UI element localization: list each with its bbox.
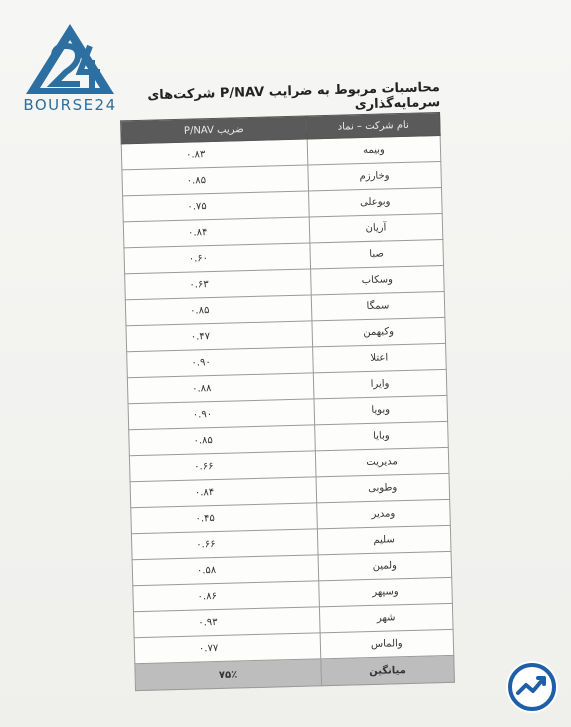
- bourse24-logo: [18, 22, 122, 122]
- company-symbol-cell: وسپهر: [319, 577, 453, 606]
- company-symbol-cell: اعتلا: [312, 343, 446, 372]
- pnav-ratio-cell: ۰.۶۶: [131, 529, 317, 560]
- logo-text: BOURSE24: [23, 96, 117, 114]
- company-symbol-cell: مدیریت: [315, 447, 449, 476]
- company-symbol-cell: ومدیر: [317, 499, 451, 528]
- pnav-ratio-cell: ۰.۷۷: [134, 633, 320, 664]
- pnav-table: [120, 112, 455, 691]
- pnav-ratio-cell: ۰.۸۴: [130, 477, 316, 508]
- company-symbol-cell: وبوعلی: [308, 187, 442, 216]
- average-value: ۷۵٪: [135, 659, 321, 691]
- company-symbol-cell: وایرا: [313, 369, 447, 398]
- pnav-ratio-cell: ۰.۹۰: [128, 399, 314, 430]
- pnav-ratio-cell: ۰.۶۰: [124, 243, 310, 274]
- pnav-ratio-cell: ۰.۸۶: [133, 581, 319, 612]
- company-symbol-cell: شهر: [319, 603, 453, 632]
- pnav-ratio-cell: ۰.۷۵: [123, 191, 309, 222]
- pnav-ratio-cell: ۰.۸۳: [121, 139, 307, 170]
- pnav-ratio-cell: ۰.۸۵: [122, 165, 308, 196]
- company-symbol-cell: آریان: [309, 213, 443, 242]
- column-header-ratio: ضریب P/NAV: [121, 116, 307, 144]
- bourse24-logo-mark-icon: [24, 22, 116, 96]
- company-symbol-cell: سلیم: [317, 525, 451, 554]
- pnav-ratio-cell: ۰.۴۵: [131, 503, 317, 534]
- company-symbol-cell: وکبهمن: [312, 317, 446, 346]
- company-symbol-cell: وبیمه: [307, 136, 441, 165]
- pnav-ratio-cell: ۰.۴۷: [126, 321, 312, 352]
- pnav-ratio-cell: ۰.۶۶: [129, 451, 315, 482]
- trend-badge: [506, 661, 558, 713]
- document-title: محاسبات مربوط به ضرایب P/NAV شرکت‌های سرمایه‌گذاری: [147, 80, 441, 113]
- company-symbol-cell: صبا: [310, 239, 444, 268]
- average-label: میانگین: [321, 655, 455, 685]
- pnav-ratio-cell: ۰.۹۰: [127, 347, 313, 378]
- pnav-ratio-cell: ۰.۶۳: [125, 269, 311, 300]
- company-symbol-cell: ولمین: [318, 551, 452, 580]
- pnav-ratio-cell: ۰.۸۴: [123, 217, 309, 248]
- pnav-ratio-cell: ۰.۹۳: [133, 607, 319, 638]
- company-symbol-cell: وبویا: [314, 395, 448, 424]
- trend-arrow-icon: [506, 661, 558, 713]
- company-symbol-cell: وطوبی: [316, 473, 450, 502]
- company-symbol-cell: والماس: [320, 629, 454, 658]
- company-symbol-cell: سمگا: [311, 291, 445, 320]
- column-header-name: نام شرکت – نماد: [306, 113, 440, 139]
- pnav-ratio-cell: ۰.۸۵: [129, 425, 315, 456]
- company-symbol-cell: وسکاب: [310, 265, 444, 294]
- pnav-ratio-cell: ۰.۸۵: [125, 295, 311, 326]
- company-symbol-cell: وخارزم: [308, 161, 442, 190]
- pnav-table-container: [120, 112, 455, 691]
- pnav-ratio-cell: ۰.۸۸: [127, 373, 313, 404]
- company-symbol-cell: وبایا: [314, 421, 448, 450]
- pnav-ratio-cell: ۰.۵۸: [132, 555, 318, 586]
